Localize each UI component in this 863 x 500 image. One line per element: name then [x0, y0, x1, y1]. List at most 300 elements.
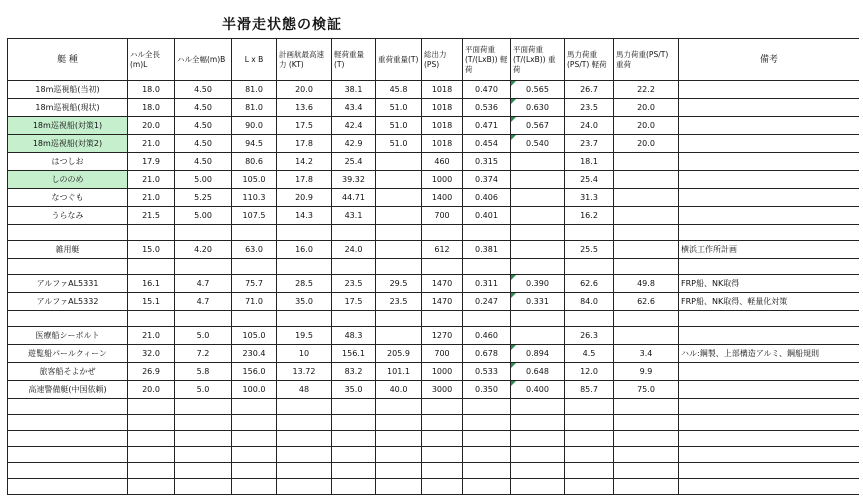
remarks-cell[interactable] — [679, 189, 860, 207]
empty-cell[interactable] — [422, 431, 463, 447]
data-cell[interactable]: 1018 — [422, 135, 463, 153]
data-cell[interactable]: 0.533 — [463, 363, 511, 381]
data-cell[interactable]: 48.3 — [332, 327, 376, 345]
data-cell[interactable]: 21.0 — [128, 171, 175, 189]
empty-cell[interactable] — [232, 415, 277, 431]
data-cell[interactable]: 1270 — [422, 327, 463, 345]
data-cell[interactable]: 15.0 — [128, 241, 175, 259]
data-cell[interactable]: 1470 — [422, 275, 463, 293]
data-cell[interactable]: 0.678 — [463, 345, 511, 363]
data-cell[interactable]: 1000 — [422, 363, 463, 381]
empty-cell[interactable] — [463, 259, 511, 275]
data-cell[interactable]: 21.5 — [128, 207, 175, 225]
empty-cell[interactable] — [8, 479, 128, 495]
empty-cell[interactable] — [679, 225, 860, 241]
data-cell[interactable]: 39.32 — [332, 171, 376, 189]
empty-cell[interactable] — [511, 259, 565, 275]
empty-cell[interactable] — [332, 259, 376, 275]
empty-cell[interactable] — [614, 431, 679, 447]
data-cell[interactable]: 23.5 — [565, 99, 614, 117]
data-cell[interactable]: 26.7 — [565, 81, 614, 99]
data-cell[interactable]: 4.50 — [175, 99, 232, 117]
empty-cell[interactable] — [679, 447, 860, 463]
data-cell[interactable] — [376, 189, 422, 207]
remarks-cell[interactable]: FRP船、NK取得、軽量化対策 — [679, 293, 860, 311]
data-cell[interactable]: 9.9 — [614, 363, 679, 381]
data-cell[interactable] — [614, 207, 679, 225]
data-cell[interactable]: 5.8 — [175, 363, 232, 381]
data-cell[interactable]: 1000 — [422, 171, 463, 189]
remarks-cell[interactable]: ハル:鋼製、上部構造アルミ、鋼船規則 — [679, 345, 860, 363]
remarks-cell[interactable] — [679, 381, 860, 399]
data-cell[interactable]: 18.0 — [128, 99, 175, 117]
data-cell[interactable]: 5.00 — [175, 171, 232, 189]
data-cell[interactable]: 44.71 — [332, 189, 376, 207]
empty-cell[interactable] — [565, 447, 614, 463]
empty-cell[interactable] — [128, 431, 175, 447]
data-cell[interactable]: 17.8 — [277, 135, 332, 153]
empty-cell[interactable] — [511, 399, 565, 415]
data-cell[interactable]: 12.0 — [565, 363, 614, 381]
empty-cell[interactable] — [679, 311, 860, 327]
empty-cell[interactable] — [376, 415, 422, 431]
empty-cell[interactable] — [175, 259, 232, 275]
data-cell[interactable]: 0.565 — [511, 81, 565, 99]
data-cell[interactable]: 0.374 — [463, 171, 511, 189]
data-cell[interactable] — [614, 241, 679, 259]
data-cell[interactable]: 20.0 — [614, 99, 679, 117]
data-cell[interactable]: 42.4 — [332, 117, 376, 135]
data-cell[interactable]: 51.0 — [376, 99, 422, 117]
data-cell[interactable]: 23.5 — [376, 293, 422, 311]
data-cell[interactable] — [376, 153, 422, 171]
empty-cell[interactable] — [376, 399, 422, 415]
data-cell[interactable] — [614, 189, 679, 207]
empty-cell[interactable] — [463, 415, 511, 431]
data-cell[interactable]: 20.9 — [277, 189, 332, 207]
vessel-name-cell[interactable]: しののめ — [8, 171, 128, 189]
empty-cell[interactable] — [232, 225, 277, 241]
empty-cell[interactable] — [463, 447, 511, 463]
data-cell[interactable]: 105.0 — [232, 171, 277, 189]
data-cell[interactable]: 3000 — [422, 381, 463, 399]
empty-cell[interactable] — [511, 225, 565, 241]
empty-cell[interactable] — [8, 259, 128, 275]
vessel-name-cell[interactable]: 18m巡視船(現状) — [8, 99, 128, 117]
data-cell[interactable]: 51.0 — [376, 135, 422, 153]
data-cell[interactable]: 94.5 — [232, 135, 277, 153]
empty-cell[interactable] — [128, 447, 175, 463]
data-cell[interactable]: 40.0 — [376, 381, 422, 399]
data-cell[interactable]: 18.0 — [128, 81, 175, 99]
empty-cell[interactable] — [422, 399, 463, 415]
empty-cell[interactable] — [614, 479, 679, 495]
remarks-cell[interactable]: FRP船、NK取得 — [679, 275, 860, 293]
data-cell[interactable] — [511, 207, 565, 225]
empty-cell[interactable] — [565, 311, 614, 327]
empty-cell[interactable] — [128, 225, 175, 241]
empty-cell[interactable] — [8, 225, 128, 241]
data-cell[interactable] — [376, 171, 422, 189]
data-cell[interactable]: 71.0 — [232, 293, 277, 311]
data-cell[interactable] — [376, 207, 422, 225]
data-cell[interactable]: 0.401 — [463, 207, 511, 225]
data-cell[interactable]: 1470 — [422, 293, 463, 311]
data-cell[interactable]: 23.5 — [332, 275, 376, 293]
data-cell[interactable]: 1400 — [422, 189, 463, 207]
empty-cell[interactable] — [332, 415, 376, 431]
empty-cell[interactable] — [565, 259, 614, 275]
empty-cell[interactable] — [565, 225, 614, 241]
empty-cell[interactable] — [463, 311, 511, 327]
empty-cell[interactable] — [8, 447, 128, 463]
empty-cell[interactable] — [332, 431, 376, 447]
empty-cell[interactable] — [376, 259, 422, 275]
empty-cell[interactable] — [376, 463, 422, 479]
empty-cell[interactable] — [232, 479, 277, 495]
vessel-name-cell[interactable]: アルファAL5331 — [8, 275, 128, 293]
data-cell[interactable]: 38.1 — [332, 81, 376, 99]
data-cell[interactable]: 18.1 — [565, 153, 614, 171]
data-cell[interactable]: 0.471 — [463, 117, 511, 135]
empty-cell[interactable] — [614, 311, 679, 327]
empty-cell[interactable] — [614, 399, 679, 415]
data-cell[interactable]: 0.567 — [511, 117, 565, 135]
data-cell[interactable] — [511, 327, 565, 345]
empty-cell[interactable] — [175, 431, 232, 447]
empty-cell[interactable] — [232, 259, 277, 275]
data-cell[interactable]: 15.1 — [128, 293, 175, 311]
data-cell[interactable]: 21.0 — [128, 135, 175, 153]
data-cell[interactable]: 0.536 — [463, 99, 511, 117]
remarks-cell[interactable] — [679, 363, 860, 381]
data-cell[interactable]: 0.247 — [463, 293, 511, 311]
data-cell[interactable]: 156.1 — [332, 345, 376, 363]
empty-cell[interactable] — [679, 463, 860, 479]
vessel-name-cell[interactable]: はつしお — [8, 153, 128, 171]
empty-cell[interactable] — [422, 415, 463, 431]
remarks-cell[interactable] — [679, 171, 860, 189]
remarks-cell[interactable] — [679, 135, 860, 153]
data-cell[interactable] — [376, 327, 422, 345]
data-cell[interactable]: 0.648 — [511, 363, 565, 381]
empty-cell[interactable] — [679, 399, 860, 415]
remarks-cell[interactable] — [679, 81, 860, 99]
data-cell[interactable]: 1018 — [422, 117, 463, 135]
header-cell[interactable]: ハル全長(m)L — [128, 39, 175, 81]
data-cell[interactable]: 43.4 — [332, 99, 376, 117]
empty-cell[interactable] — [175, 447, 232, 463]
empty-cell[interactable] — [232, 463, 277, 479]
empty-cell[interactable] — [232, 447, 277, 463]
empty-cell[interactable] — [232, 399, 277, 415]
data-cell[interactable]: 22.2 — [614, 81, 679, 99]
data-cell[interactable]: 75.0 — [614, 381, 679, 399]
empty-cell[interactable] — [565, 415, 614, 431]
header-cell[interactable]: 総出力(PS) — [422, 39, 463, 81]
empty-cell[interactable] — [175, 479, 232, 495]
data-cell[interactable]: 5.25 — [175, 189, 232, 207]
data-cell[interactable]: 26.9 — [128, 363, 175, 381]
empty-cell[interactable] — [128, 463, 175, 479]
header-cell[interactable]: 軽荷重量(T) — [332, 39, 376, 81]
empty-cell[interactable] — [511, 431, 565, 447]
data-cell[interactable]: 31.3 — [565, 189, 614, 207]
header-cell[interactable]: 計画航最高速力 (KT) — [277, 39, 332, 81]
empty-cell[interactable] — [8, 399, 128, 415]
empty-cell[interactable] — [277, 415, 332, 431]
header-cell[interactable]: 平面荷重 (T/(LxB)) 重荷 — [511, 39, 565, 81]
empty-cell[interactable] — [332, 479, 376, 495]
empty-cell[interactable] — [8, 431, 128, 447]
data-cell[interactable]: 26.3 — [565, 327, 614, 345]
remarks-cell[interactable] — [679, 99, 860, 117]
data-cell[interactable]: 0.311 — [463, 275, 511, 293]
data-cell[interactable]: 24.0 — [565, 117, 614, 135]
data-cell[interactable] — [614, 327, 679, 345]
empty-cell[interactable] — [463, 463, 511, 479]
data-cell[interactable]: 156.0 — [232, 363, 277, 381]
empty-cell[interactable] — [8, 415, 128, 431]
empty-cell[interactable] — [422, 447, 463, 463]
data-cell[interactable]: 17.9 — [128, 153, 175, 171]
data-cell[interactable]: 20.0 — [277, 81, 332, 99]
data-cell[interactable]: 10 — [277, 345, 332, 363]
empty-cell[interactable] — [175, 415, 232, 431]
empty-cell[interactable] — [614, 415, 679, 431]
data-cell[interactable]: 7.2 — [175, 345, 232, 363]
data-cell[interactable]: 230.4 — [232, 345, 277, 363]
data-cell[interactable]: 14.2 — [277, 153, 332, 171]
data-cell[interactable]: 63.0 — [232, 241, 277, 259]
header-cell[interactable]: L x B — [232, 39, 277, 81]
data-cell[interactable]: 16.0 — [277, 241, 332, 259]
data-cell[interactable]: 29.5 — [376, 275, 422, 293]
empty-cell[interactable] — [332, 225, 376, 241]
vessel-name-cell[interactable]: 雑用艇 — [8, 241, 128, 259]
data-cell[interactable]: 23.7 — [565, 135, 614, 153]
empty-cell[interactable] — [277, 225, 332, 241]
data-cell[interactable]: 62.6 — [565, 275, 614, 293]
empty-cell[interactable] — [565, 431, 614, 447]
data-cell[interactable]: 3.4 — [614, 345, 679, 363]
empty-cell[interactable] — [8, 311, 128, 327]
data-cell[interactable]: 21.0 — [128, 189, 175, 207]
data-cell[interactable] — [511, 241, 565, 259]
data-cell[interactable]: 25.5 — [565, 241, 614, 259]
header-cell[interactable]: 馬力荷重(PS/T) 重荷 — [614, 39, 679, 81]
vessel-name-cell[interactable]: 高速警備艇(中国依頼) — [8, 381, 128, 399]
vessel-name-cell[interactable]: 旅客船そよかぜ — [8, 363, 128, 381]
empty-cell[interactable] — [232, 431, 277, 447]
data-cell[interactable]: 4.7 — [175, 293, 232, 311]
empty-cell[interactable] — [614, 225, 679, 241]
vessel-name-cell[interactable]: うらなみ — [8, 207, 128, 225]
data-cell[interactable]: 17.5 — [277, 117, 332, 135]
empty-cell[interactable] — [332, 463, 376, 479]
empty-cell[interactable] — [614, 463, 679, 479]
empty-cell[interactable] — [463, 225, 511, 241]
data-cell[interactable]: 51.0 — [376, 117, 422, 135]
vessel-name-cell[interactable]: 遊覧船パールクィーン — [8, 345, 128, 363]
header-cell[interactable]: 平面荷重 (T/(LxB)) 軽荷 — [463, 39, 511, 81]
data-cell[interactable] — [614, 171, 679, 189]
empty-cell[interactable] — [422, 225, 463, 241]
data-cell[interactable]: 32.0 — [128, 345, 175, 363]
empty-cell[interactable] — [463, 399, 511, 415]
data-cell[interactable]: 17.5 — [332, 293, 376, 311]
vessel-name-cell[interactable]: 医療船シーボルト — [8, 327, 128, 345]
empty-cell[interactable] — [175, 225, 232, 241]
data-cell[interactable]: 28.5 — [277, 275, 332, 293]
data-cell[interactable]: 0.390 — [511, 275, 565, 293]
empty-cell[interactable] — [565, 463, 614, 479]
data-cell[interactable]: 35.0 — [332, 381, 376, 399]
data-cell[interactable]: 5.00 — [175, 207, 232, 225]
header-cell[interactable]: 重荷重量(T) — [376, 39, 422, 81]
data-cell[interactable]: 83.2 — [332, 363, 376, 381]
vessel-name-cell[interactable]: 18m巡視船(対策2) — [8, 135, 128, 153]
data-cell[interactable]: 4.7 — [175, 275, 232, 293]
data-cell[interactable]: 81.0 — [232, 81, 277, 99]
empty-cell[interactable] — [232, 311, 277, 327]
data-cell[interactable]: 1018 — [422, 99, 463, 117]
data-cell[interactable]: 612 — [422, 241, 463, 259]
data-cell[interactable]: 0.400 — [511, 381, 565, 399]
empty-cell[interactable] — [511, 311, 565, 327]
data-cell[interactable]: 43.1 — [332, 207, 376, 225]
data-cell[interactable] — [511, 189, 565, 207]
data-cell[interactable]: 0.315 — [463, 153, 511, 171]
empty-cell[interactable] — [277, 399, 332, 415]
empty-cell[interactable] — [376, 431, 422, 447]
data-cell[interactable]: 20.0 — [128, 381, 175, 399]
data-cell[interactable]: 0.381 — [463, 241, 511, 259]
empty-cell[interactable] — [565, 479, 614, 495]
data-cell[interactable]: 75.7 — [232, 275, 277, 293]
vessel-name-cell[interactable]: なつぐも — [8, 189, 128, 207]
empty-cell[interactable] — [679, 415, 860, 431]
empty-cell[interactable] — [128, 259, 175, 275]
data-cell[interactable]: 20.0 — [614, 117, 679, 135]
empty-cell[interactable] — [277, 311, 332, 327]
empty-cell[interactable] — [128, 415, 175, 431]
data-cell[interactable]: 0.630 — [511, 99, 565, 117]
vessel-name-cell[interactable]: 18m巡視船(対策1) — [8, 117, 128, 135]
data-cell[interactable]: 19.5 — [277, 327, 332, 345]
empty-cell[interactable] — [376, 311, 422, 327]
data-cell[interactable]: 5.0 — [175, 327, 232, 345]
vessel-name-cell[interactable]: アルファAL5332 — [8, 293, 128, 311]
data-cell[interactable]: 20.0 — [614, 135, 679, 153]
empty-cell[interactable] — [614, 447, 679, 463]
empty-cell[interactable] — [175, 463, 232, 479]
empty-cell[interactable] — [565, 399, 614, 415]
data-cell[interactable]: 110.3 — [232, 189, 277, 207]
data-cell[interactable]: 90.0 — [232, 117, 277, 135]
data-cell[interactable]: 16.1 — [128, 275, 175, 293]
data-cell[interactable]: 4.5 — [565, 345, 614, 363]
header-cell[interactable]: ハル全幅(m)B — [175, 39, 232, 81]
data-cell[interactable]: 4.50 — [175, 117, 232, 135]
header-cell[interactable]: 馬力荷重(PS/T) 軽荷 — [565, 39, 614, 81]
data-cell[interactable]: 0.454 — [463, 135, 511, 153]
data-cell[interactable]: 14.3 — [277, 207, 332, 225]
empty-cell[interactable] — [277, 463, 332, 479]
header-cell[interactable]: 艇 種 — [8, 39, 128, 81]
remarks-cell[interactable]: 横浜工作所計画 — [679, 241, 860, 259]
data-cell[interactable]: 48 — [277, 381, 332, 399]
data-cell[interactable]: 205.9 — [376, 345, 422, 363]
empty-cell[interactable] — [463, 431, 511, 447]
empty-cell[interactable] — [277, 447, 332, 463]
empty-cell[interactable] — [614, 259, 679, 275]
empty-cell[interactable] — [679, 431, 860, 447]
empty-cell[interactable] — [511, 463, 565, 479]
remarks-cell[interactable] — [679, 207, 860, 225]
empty-cell[interactable] — [332, 311, 376, 327]
data-cell[interactable]: 20.0 — [128, 117, 175, 135]
data-cell[interactable]: 35.0 — [277, 293, 332, 311]
data-cell[interactable]: 4.50 — [175, 81, 232, 99]
empty-cell[interactable] — [422, 311, 463, 327]
empty-cell[interactable] — [128, 399, 175, 415]
data-cell[interactable]: 0.406 — [463, 189, 511, 207]
data-cell[interactable]: 5.0 — [175, 381, 232, 399]
empty-cell[interactable] — [679, 479, 860, 495]
data-cell[interactable]: 21.0 — [128, 327, 175, 345]
data-cell[interactable] — [511, 171, 565, 189]
data-cell[interactable]: 81.0 — [232, 99, 277, 117]
data-cell[interactable]: 0.470 — [463, 81, 511, 99]
empty-cell[interactable] — [511, 447, 565, 463]
empty-cell[interactable] — [376, 447, 422, 463]
empty-cell[interactable] — [332, 447, 376, 463]
data-cell[interactable]: 24.0 — [332, 241, 376, 259]
data-cell[interactable]: 0.331 — [511, 293, 565, 311]
data-cell[interactable]: 42.9 — [332, 135, 376, 153]
data-cell[interactable]: 700 — [422, 207, 463, 225]
remarks-cell[interactable] — [679, 153, 860, 171]
data-cell[interactable]: 49.8 — [614, 275, 679, 293]
data-cell[interactable]: 107.5 — [232, 207, 277, 225]
empty-cell[interactable] — [332, 399, 376, 415]
data-cell[interactable]: 84.0 — [565, 293, 614, 311]
header-cell[interactable]: 備考 — [679, 39, 860, 81]
vessel-name-cell[interactable]: 18m巡視船(当初) — [8, 81, 128, 99]
data-cell[interactable]: 100.0 — [232, 381, 277, 399]
empty-cell[interactable] — [463, 479, 511, 495]
data-cell[interactable]: 4.20 — [175, 241, 232, 259]
remarks-cell[interactable] — [679, 117, 860, 135]
data-cell[interactable]: 101.1 — [376, 363, 422, 381]
empty-cell[interactable] — [422, 259, 463, 275]
data-cell[interactable]: 0.350 — [463, 381, 511, 399]
empty-cell[interactable] — [128, 479, 175, 495]
data-cell[interactable]: 0.894 — [511, 345, 565, 363]
data-cell[interactable]: 80.6 — [232, 153, 277, 171]
empty-cell[interactable] — [679, 259, 860, 275]
data-cell[interactable]: 0.540 — [511, 135, 565, 153]
data-cell[interactable]: 700 — [422, 345, 463, 363]
data-cell[interactable] — [614, 153, 679, 171]
remarks-cell[interactable] — [679, 327, 860, 345]
empty-cell[interactable] — [277, 431, 332, 447]
empty-cell[interactable] — [376, 225, 422, 241]
empty-cell[interactable] — [8, 463, 128, 479]
data-cell[interactable]: 85.7 — [565, 381, 614, 399]
empty-cell[interactable] — [422, 479, 463, 495]
